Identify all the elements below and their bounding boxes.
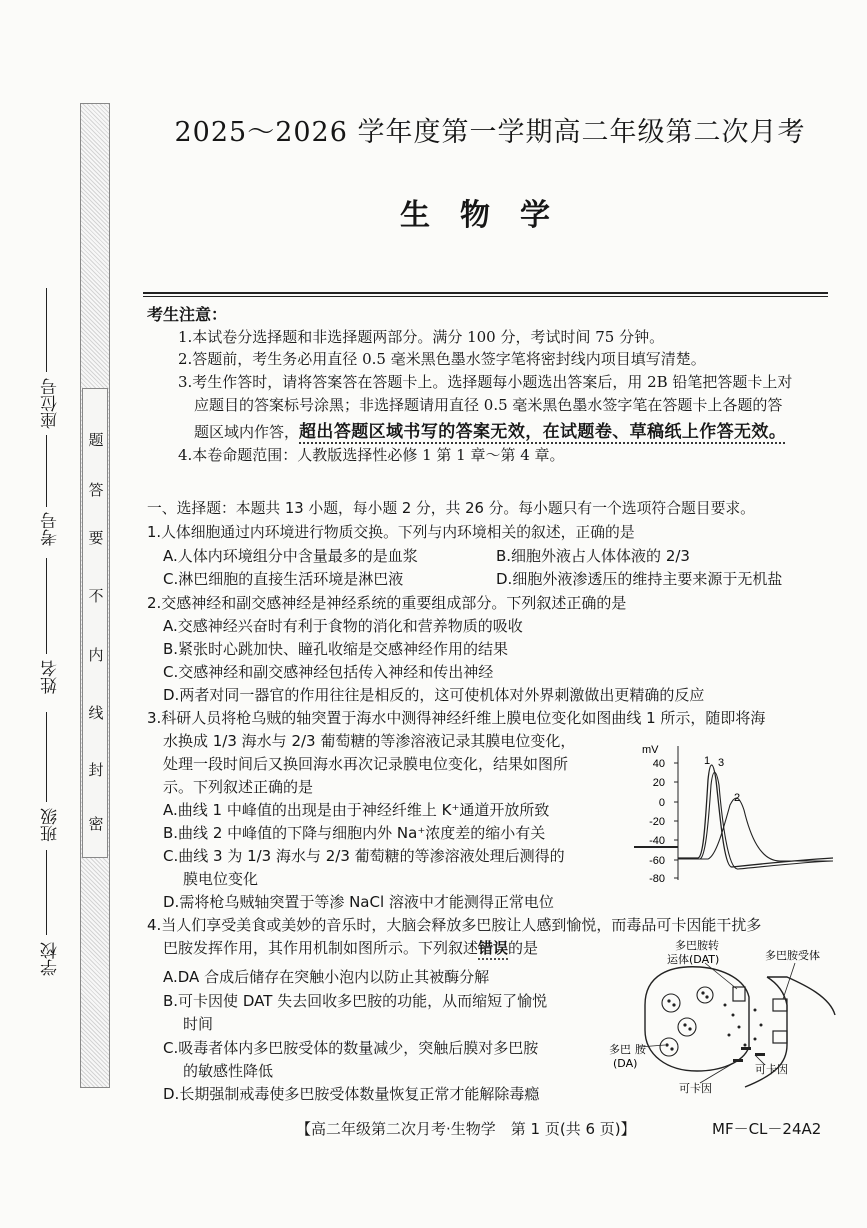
seal-char: 密 <box>88 815 104 833</box>
name-field-line[interactable] <box>46 558 47 654</box>
notice-line <box>194 417 786 442</box>
question-stem: 水换成 1/3 海水与 2/3 葡萄糖的等渗溶液记录其膜电位变化， <box>163 732 576 750</box>
curve-1 <box>678 765 833 867</box>
option-b: B.紧张时心跳加快、瞳孔收缩是交感神经作用的结果 <box>163 640 509 658</box>
seal-text-box <box>82 388 108 858</box>
dopamine-receptor <box>773 1031 787 1043</box>
option-c: C.曲线 3 为 1/3 海水与 2/3 葡萄糖的等渗溶液处理后测得的 <box>163 847 565 865</box>
dat-label: 多巴胺转 <box>675 939 719 952</box>
school-field-line[interactable] <box>46 850 47 935</box>
seal-char: 线 <box>88 704 104 722</box>
stem-text: 的是 <box>508 939 539 957</box>
stem-emphasis: 错误 <box>478 939 509 957</box>
y-tick-label: -20 <box>649 816 665 828</box>
curve-label: 2 <box>734 792 741 804</box>
option-c: C.吸毒者体内多巴胺受体的数量减少，突触后膜对多巴胺 <box>163 1039 539 1057</box>
option-a: A.曲线 1 中峰值的出现是由于神经纤维上 K⁺通道开放所致 <box>163 801 550 819</box>
question-stem: 4.当人们享受美食或美妙的音乐时，大脑会释放多巴胺让人感到愉悦，而毒品可卡因能干扰多 <box>147 916 762 934</box>
synapse-figure <box>605 935 840 1100</box>
y-tick-label: 20 <box>652 777 665 789</box>
y-tick-label: -80 <box>649 873 665 885</box>
name-label: 姓名 <box>41 660 61 694</box>
option-b: B.细胞外液占人体体液的 2/3 <box>496 547 690 565</box>
seal-char: 答 <box>88 481 104 499</box>
exam-title: 2025～2026 学年度第一学期高二年级第二次月考 <box>174 117 806 148</box>
presynaptic-terminal <box>645 967 749 1071</box>
option-d: D.细胞外液渗透压的维持主要来源于无机盐 <box>496 570 783 588</box>
notice-line: 2.答题前，考生务必用直径 0.5 毫米黑色墨水签字笔将密封线内项目填写清楚。 <box>178 350 706 368</box>
header-rule-thin <box>143 296 828 297</box>
section-heading: 一、选择题：本题共 13 小题，每小题 2 分，共 26 分。每小题只有一个选项符合题目要求。 <box>147 500 755 517</box>
cocaine-label: 可卡因 <box>755 1063 788 1076</box>
option-c-cont: 的敏感性降低 <box>183 1062 274 1080</box>
header-rule <box>143 292 828 294</box>
curve-label: 3 <box>718 757 725 769</box>
option-a: A.DA 合成后储存在突触小泡内以防止其被酶分解 <box>163 968 490 986</box>
option-d: D.两者对同一器官的作用往往是相反的，这可使机体对外界刺激做出更精确的反应 <box>163 686 705 704</box>
notice-line: 4.本卷命题范围：人教版选择性必修 1 第 1 章～第 4 章。 <box>178 446 565 464</box>
subject-title: 生物学 <box>400 198 580 233</box>
question-stem: 处理一段时间后又换回海水再次记录膜电位变化，结果如图所 <box>163 755 569 773</box>
notice-text: 题区域内作答， <box>194 423 300 441</box>
option-d: D.需将枪乌贼轴突置于等渗 NaCl 溶液中才能测得正常电位 <box>163 893 554 911</box>
notice-line: 1.本试卷分选择题和非选择题两部分。满分 100 分，考试时间 75 分钟。 <box>178 328 665 346</box>
membrane-potential-figure <box>620 740 835 885</box>
seal-char: 封 <box>88 761 104 779</box>
notice-heading: 考生注意： <box>147 305 228 324</box>
seal-char: 要 <box>88 529 104 547</box>
option-c: C.交感神经和副交感神经包括传入神经和传出神经 <box>163 663 494 681</box>
curve-label: 1 <box>704 755 711 767</box>
seal-char: 内 <box>88 646 104 664</box>
question-stem: 示。下列叙述正确的是 <box>163 778 314 796</box>
option-c-cont: 膜电位变化 <box>183 870 259 888</box>
option-d: D.长期强制戒毒使多巴胺受体数量恢复正常才能解除毒瘾 <box>163 1085 540 1103</box>
notice-line: 3.考生作答时，请将答案答在答题卡上。选择题每小题选出答案后，用 2B 铅笔把答题卡上对 <box>178 373 793 391</box>
option-b: B.可卡因使 DAT 失去回收多巴胺的功能，从而缩短了愉悦 <box>163 992 548 1010</box>
question-stem <box>163 937 538 958</box>
dat-label: 运体(DAT) <box>667 953 720 966</box>
question-stem: 2.交感神经和副交感神经是神经系统的重要组成部分。下列叙述正确的是 <box>147 594 627 612</box>
option-a: A.交感神经兴奋时有利于食物的消化和营养物质的吸收 <box>163 617 523 635</box>
notice-emphasis: 超出答题区域书写的答案无效，在试题卷、草稿纸上作答无效。 <box>299 422 787 442</box>
exam-number-label: 考号 <box>41 512 61 546</box>
curve-3 <box>678 772 833 869</box>
class-field-line[interactable] <box>46 712 47 802</box>
y-tick-label: 0 <box>658 797 665 809</box>
class-label: 班级 <box>41 808 61 842</box>
page-footer: 【高二年级第二次月考·生物学 第 1 页(共 6 页)】 <box>296 1120 636 1138</box>
dopamine-receptor <box>773 999 787 1011</box>
da-label: 胺 <box>635 1043 646 1056</box>
seat-number-label: 座位号 <box>41 378 61 429</box>
dat-transporter <box>733 987 745 1001</box>
seat-number-field-line[interactable] <box>46 288 47 372</box>
stem-text: 巴胺发挥作用，其作用机制如图所示。下列叙述 <box>163 939 479 957</box>
seal-char: 不 <box>88 587 104 605</box>
seal-char: 题 <box>88 431 104 449</box>
option-b-cont: 时间 <box>183 1015 214 1033</box>
option-b: B.曲线 2 中峰值的下降与细胞内外 Na⁺浓度差的缩小有关 <box>163 824 546 842</box>
exam-number-field-line[interactable] <box>46 435 47 507</box>
paper-code: MF－CL－24A2 <box>712 1120 822 1138</box>
y-tick-label: 40 <box>652 758 665 770</box>
cocaine-label: 可卡因 <box>679 1082 712 1095</box>
axis-unit: mV <box>642 744 659 756</box>
da-label: (DA) <box>613 1057 638 1070</box>
receptor-label: 多巴胺受体 <box>765 949 820 962</box>
school-label: 学校 <box>41 942 61 976</box>
da-label: 多巴 <box>609 1043 631 1056</box>
option-c: C.淋巴细胞的直接生活环境是淋巴液 <box>163 570 404 588</box>
y-tick-label: -60 <box>649 855 665 867</box>
y-tick-label: -40 <box>649 835 665 847</box>
notice-line: 应题目的答案标号涂黑；非选择题请用直径 0.5 毫米黑色墨水签字笔在答题卡上各题的答 <box>194 396 783 414</box>
question-stem: 3.科研人员将枪乌贼的轴突置于海水中测得神经纤维上膜电位变化如图曲线 1 所示，随即将海 <box>147 709 766 727</box>
option-a: A.人体内环境组分中含量最多的是血浆 <box>163 547 418 565</box>
question-stem: 1.人体细胞通过内环境进行物质交换。下列与内环境相关的叙述，正确的是 <box>147 524 635 541</box>
